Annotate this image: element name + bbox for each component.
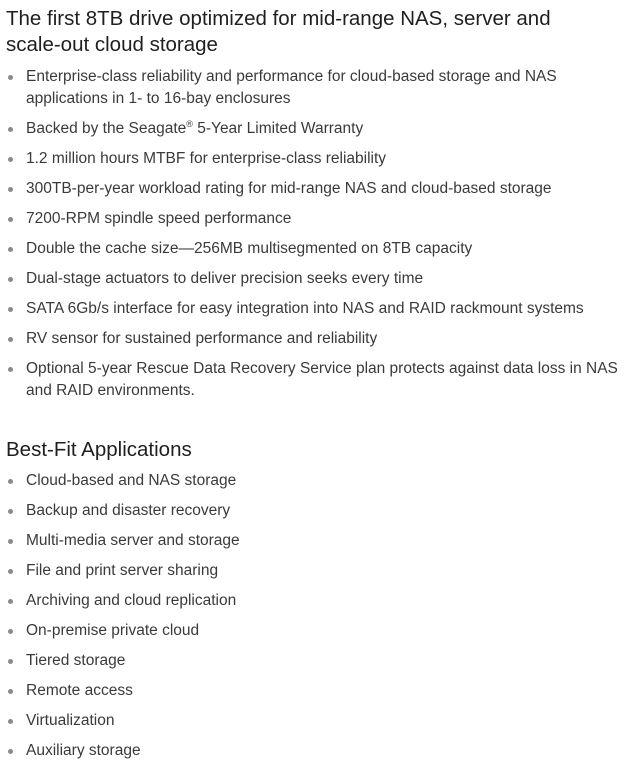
application-item bbox=[6, 620, 618, 642]
bullet-icon bbox=[8, 307, 13, 312]
application-item bbox=[6, 590, 618, 612]
application-item bbox=[6, 680, 618, 702]
feature-item bbox=[6, 298, 618, 320]
feature-text: Dual-stage actuators to deliver precision seeks every time bbox=[26, 270, 424, 287]
application-text: Virtualization bbox=[26, 712, 115, 729]
bullet-icon bbox=[8, 749, 13, 754]
application-text: Archiving and cloud replication bbox=[26, 592, 237, 609]
feature-text: 1.2 million hours MTBF for enterprise-class reliability bbox=[26, 150, 387, 167]
bullet-icon bbox=[8, 187, 13, 192]
feature-item bbox=[6, 66, 618, 110]
feature-item bbox=[6, 208, 618, 230]
application-text: Cloud-based and NAS storage bbox=[26, 472, 237, 489]
feature-text: Enterprise-class reliability and performance for cloud-based storage and NAS applications in 1- to 16-bay enclosures bbox=[26, 68, 557, 107]
bullet-icon bbox=[8, 367, 13, 372]
bullet-icon bbox=[8, 509, 13, 514]
bullet-icon bbox=[8, 75, 13, 80]
bullet-icon bbox=[8, 247, 13, 252]
feature-text: Optional 5-year Rescue Data Recovery Service plan protects against data loss in NAS and RAID environments. bbox=[26, 360, 618, 399]
application-item bbox=[6, 470, 618, 492]
features-heading: The first 8TB drive optimized for mid-range NAS, server and scale-out cloud storage bbox=[6, 7, 551, 56]
application-item bbox=[6, 740, 618, 762]
bullet-icon bbox=[8, 719, 13, 724]
application-text: On-premise private cloud bbox=[26, 622, 200, 639]
application-item bbox=[6, 530, 618, 552]
bullet-icon bbox=[8, 337, 13, 342]
bullet-icon bbox=[8, 689, 13, 694]
application-item bbox=[6, 560, 618, 582]
feature-item bbox=[6, 328, 618, 350]
bullet-icon bbox=[8, 217, 13, 222]
application-text: Tiered storage bbox=[26, 652, 126, 669]
feature-text: Double the cache size—256MB multisegmented on 8TB capacity bbox=[26, 240, 473, 257]
application-text: Remote access bbox=[26, 682, 133, 699]
bullet-icon bbox=[8, 599, 13, 604]
application-text: Auxiliary storage bbox=[26, 742, 141, 759]
feature-item bbox=[6, 148, 618, 170]
bullet-icon bbox=[8, 157, 13, 162]
feature-text: SATA 6Gb/s interface for easy integration into NAS and RAID rackmount systems bbox=[26, 300, 584, 317]
features-list bbox=[6, 66, 625, 402]
application-text: File and print server sharing bbox=[26, 562, 219, 579]
feature-text: 7200-RPM spindle speed performance bbox=[26, 210, 292, 227]
feature-item bbox=[6, 238, 618, 260]
application-item bbox=[6, 650, 618, 672]
bullet-icon bbox=[8, 629, 13, 634]
applications-heading: Best-Fit Applications bbox=[6, 438, 192, 461]
feature-item bbox=[6, 178, 618, 200]
applications-list bbox=[6, 470, 625, 762]
application-text: Backup and disaster recovery bbox=[26, 502, 231, 519]
bullet-icon bbox=[8, 479, 13, 484]
application-item bbox=[6, 500, 618, 522]
application-item bbox=[6, 710, 618, 732]
bullet-icon bbox=[8, 277, 13, 282]
bullet-icon bbox=[8, 127, 13, 132]
bullet-icon bbox=[8, 539, 13, 544]
feature-text: RV sensor for sustained performance and reliability bbox=[26, 330, 378, 347]
feature-item bbox=[6, 358, 618, 402]
feature-text: 300TB-per-year workload rating for mid-range NAS and cloud-based storage bbox=[26, 180, 552, 197]
feature-text-suffix: 5-Year Limited Warranty bbox=[192, 120, 364, 137]
application-text: Multi-media server and storage bbox=[26, 532, 240, 549]
registered-mark: ® bbox=[186, 118, 193, 129]
bullet-icon bbox=[8, 659, 13, 664]
feature-item bbox=[6, 118, 618, 140]
feature-text: Backed by the Seagate bbox=[26, 120, 187, 137]
feature-item bbox=[6, 268, 618, 290]
bullet-icon bbox=[8, 569, 13, 574]
